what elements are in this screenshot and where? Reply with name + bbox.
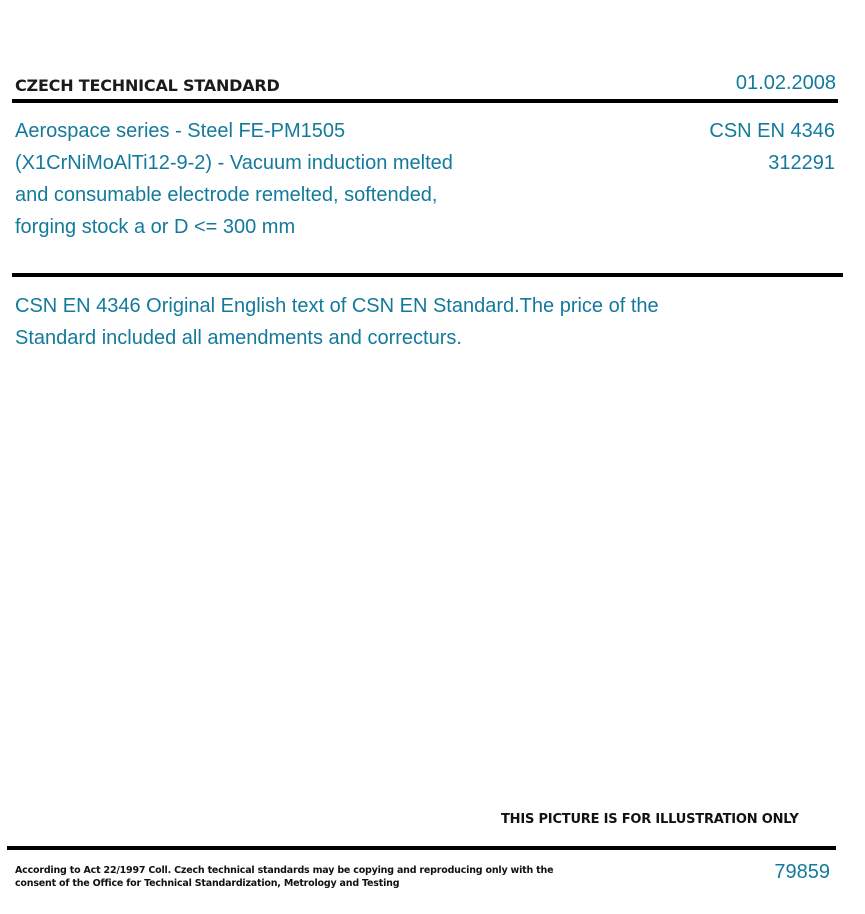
publication-date: 01.02.2008 [735, 72, 836, 94]
standard-description: CSN EN 4346 Original English text of CSN EN Standard.The price of the Standard included all amendments and correcturs. [15, 295, 659, 349]
product-code: 79859 [774, 861, 830, 883]
illustration-note: THIS PICTURE IS FOR ILLUSTRATION ONLY [501, 812, 799, 827]
footer-divider [7, 846, 836, 850]
standard-title: Aerospace series - Steel FE-PM1505 (X1CrNiMoAlTi12-9-2) - Vacuum induction melted and consumable electrode remelted, softended, forging stock a or D <= 300 mm [15, 120, 453, 238]
legal-notice: According to Act 22/1997 Coll. Czech technical standards may be copying and reproducing only with the consent of the Office for Technical Standardization, Metrology and Testing [15, 865, 554, 889]
header-divider [12, 99, 838, 103]
standard-number: CSN EN 4346 [709, 120, 835, 142]
title-divider [12, 273, 843, 277]
document-type-label: CZECH TECHNICAL STANDARD [15, 76, 280, 95]
standard-identifier [709, 115, 835, 179]
catalog-number: 312291 [768, 152, 835, 174]
